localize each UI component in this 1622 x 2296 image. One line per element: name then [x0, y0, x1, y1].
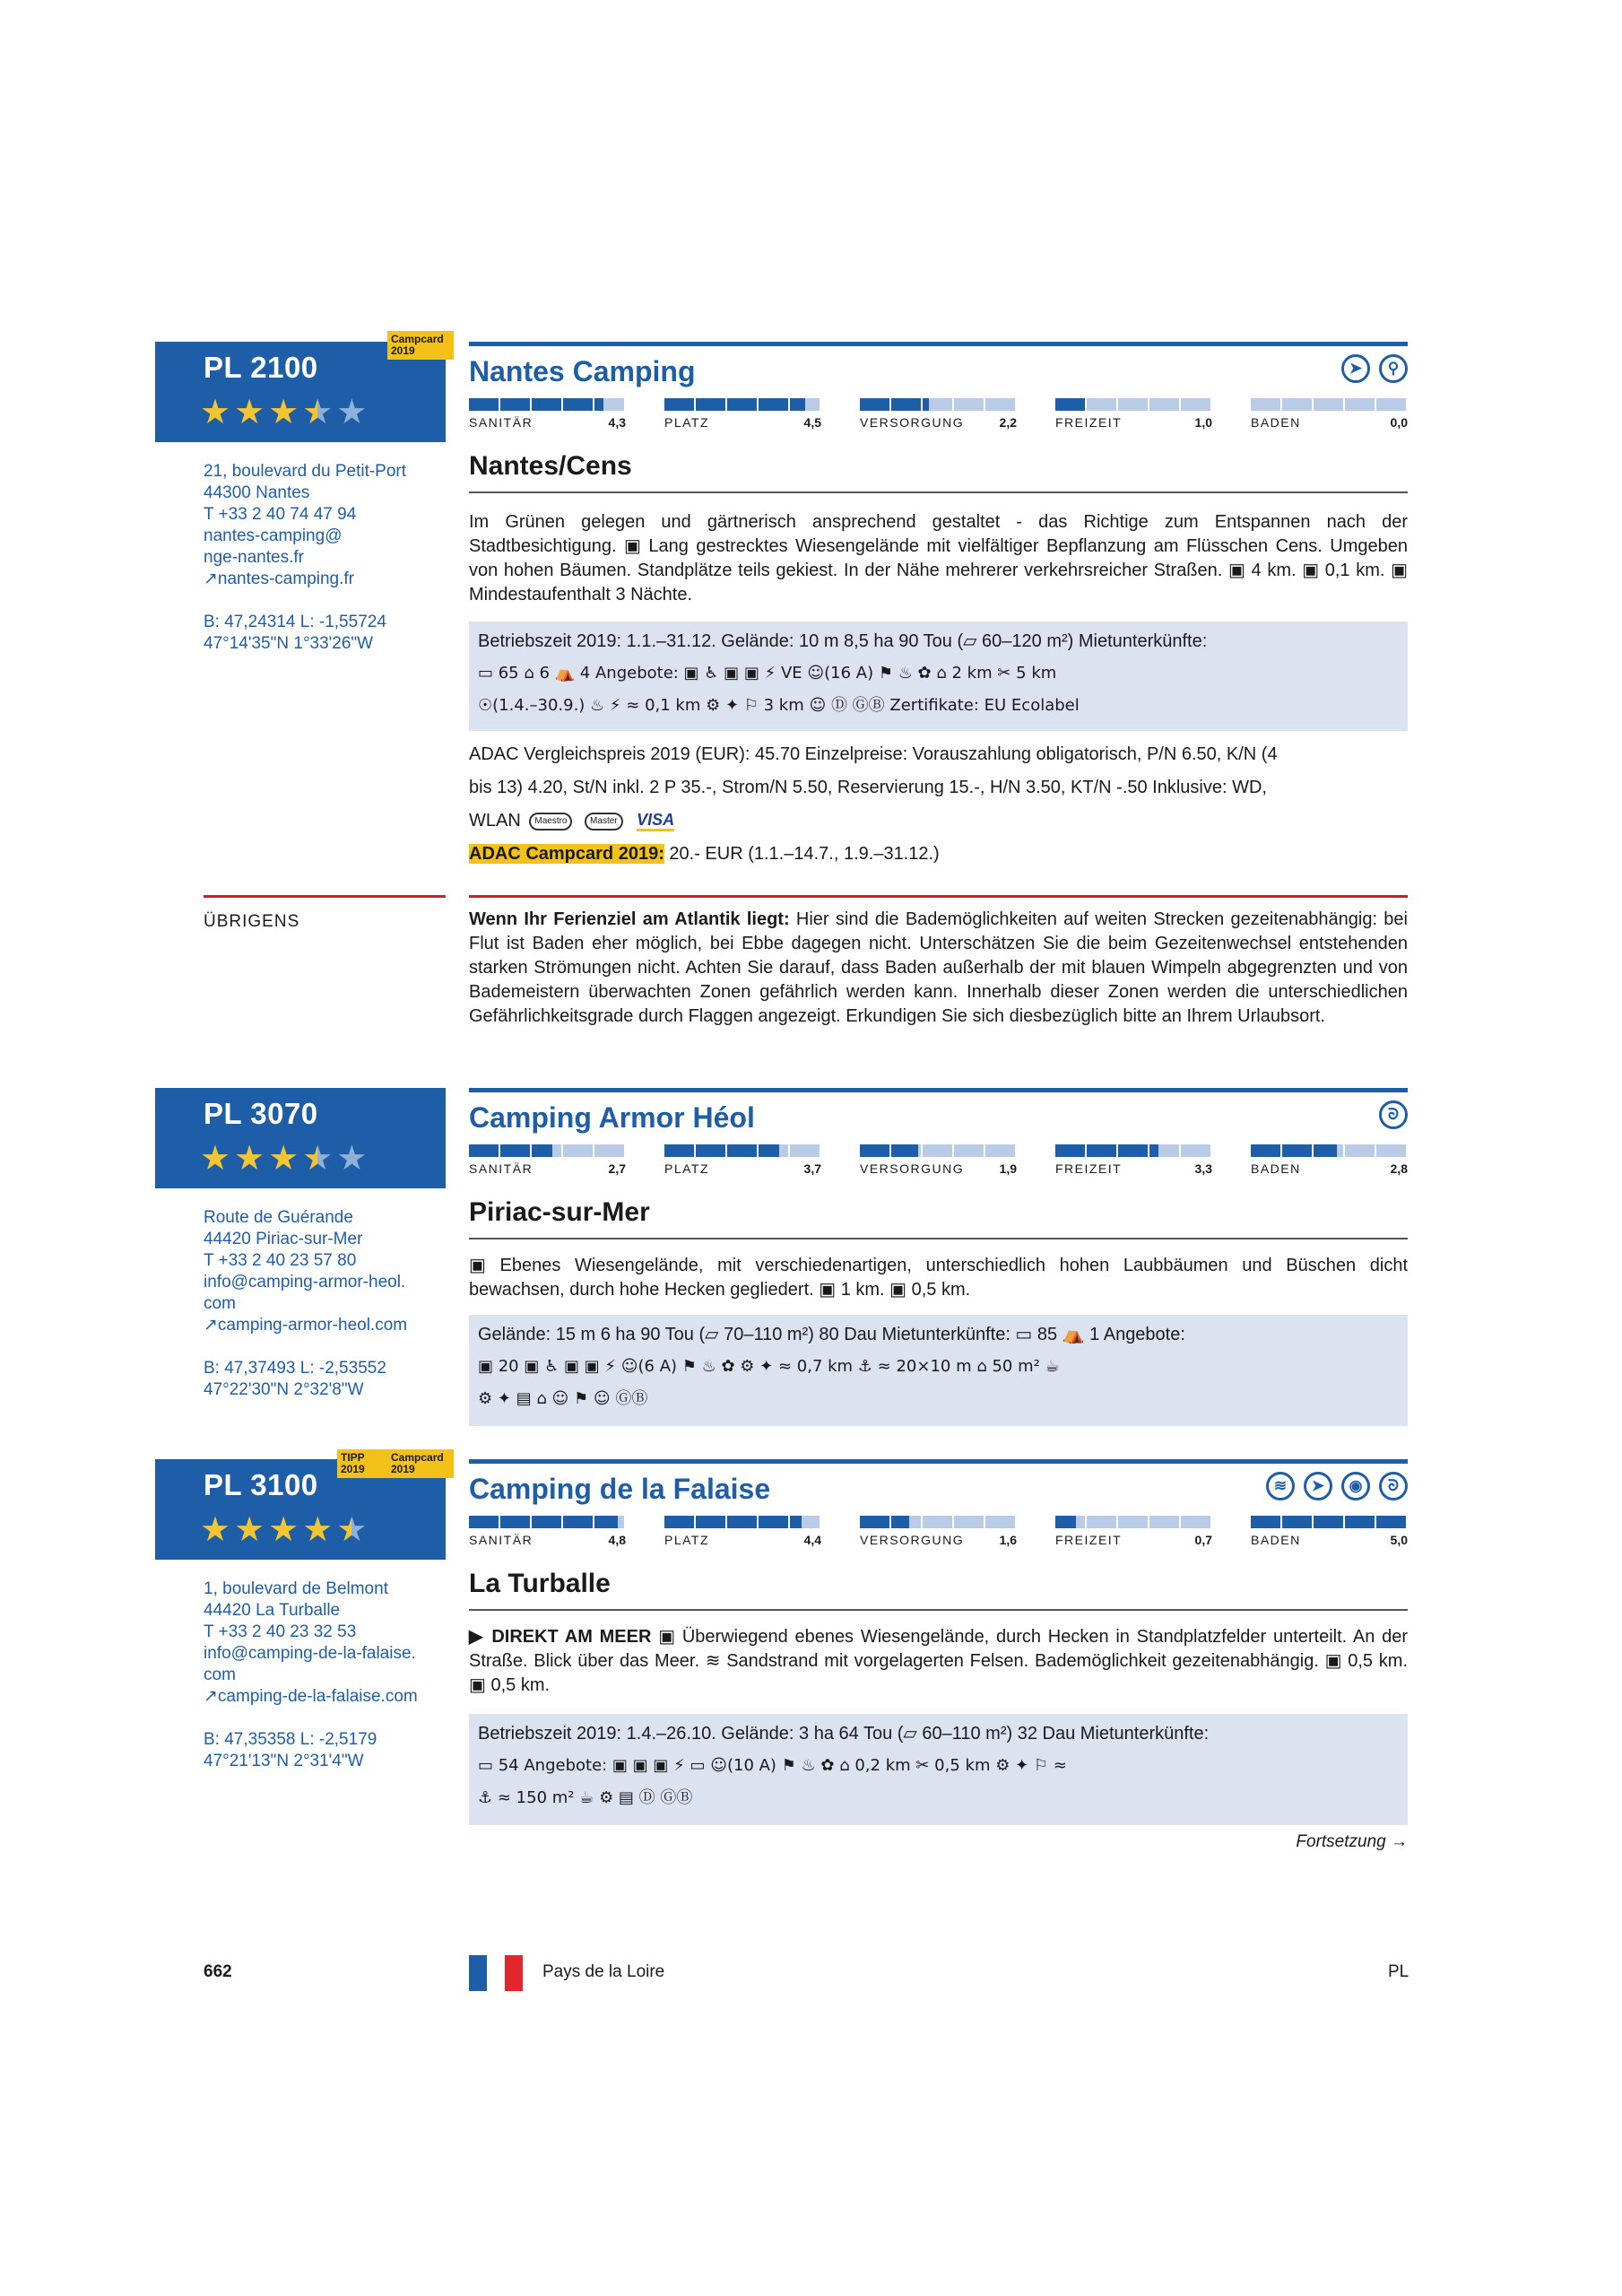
email-cont[interactable]: com: [204, 1665, 236, 1684]
rating-bar: [1055, 1144, 1212, 1157]
address-street: 1, boulevard de Belmont: [204, 1579, 388, 1598]
address-block: [204, 461, 446, 655]
rating-versorgung: VERSORGUNG 1,9: [860, 1144, 1017, 1176]
rating-platz: PLATZ 3,7: [664, 1144, 821, 1176]
rating-segment: [469, 398, 499, 411]
campcard-badge: Campcard 2019: [387, 1449, 454, 1478]
rating-segment: [469, 1516, 499, 1528]
ratings: [469, 398, 1408, 429]
rating-segment: [532, 1516, 561, 1528]
rating-segment: [1118, 398, 1148, 411]
rating-segment: [1149, 398, 1179, 411]
website-link[interactable]: ↗nantes-camping.fr: [204, 570, 354, 588]
rating-segment: [1282, 1144, 1312, 1157]
price-line: WLAN: [469, 811, 521, 831]
rating-bar: [1055, 1516, 1212, 1528]
coordinates-dms: 47°21'13"N 2°31'4"W: [204, 1752, 364, 1770]
rating-segment: [563, 398, 593, 411]
info-line: Betriebszeit 2019: 1.4.–26.10. Gelände: 3 ha 64 Tou (▱ 60–110 m²) 32 Dau Mietunterkünfte:: [478, 1724, 1210, 1744]
star-icon: ★: [268, 394, 299, 431]
entry-code: PL 3100: [204, 1468, 318, 1501]
address-block: [204, 1578, 446, 1772]
info-line: ▭ 54 Angebote: ▣ ▣ ▣ ⚡ ▭ ☺(10 A) ⚑ ♨ ✿ ⌂ 0,2 km ✂ 0,5 km ⚙ ✦ ⚐ ≈: [478, 1756, 1067, 1775]
price-line: bis 13) 4.20, St/N inkl. 2 P 35.-, Strom/N 5.50, Reservierung 15.-, H/N 3.50, KT/N -.50 Inklusive: WD,: [469, 778, 1267, 797]
rating-segment: [500, 1516, 530, 1528]
info-line: Gelände: 15 m 6 ha 90 Tou (▱ 70–110 m²) 80 Dau Mietunterkünfte: ▭ 85 ⛺ 1 Angebote:: [478, 1325, 1185, 1344]
rating-segment: [860, 1144, 889, 1157]
address-city: 44300 Nantes: [204, 483, 310, 502]
rating-segment: [954, 1144, 984, 1157]
rating-segment: [727, 398, 757, 411]
info-line: ☉(1.4.–30.9.) ♨ ⚡ ≈ 0,1 km ⚙ ✦ ⚐ 3 km ☺ Ⓓ ⒼⒷ Zertifikate: EU Ecolabel: [478, 696, 1080, 715]
rating-segment: [954, 398, 984, 411]
rating-bar: [860, 1516, 1017, 1528]
rating-bar: [860, 1144, 1017, 1157]
divider: [469, 895, 1408, 898]
ratings: [469, 1144, 1408, 1175]
address-street: Route de Guérande: [204, 1208, 353, 1227]
rating-segment: [790, 1516, 820, 1528]
rating-sanitaer: SANITÄR 2,7: [469, 1144, 626, 1176]
rating-segment: [923, 398, 952, 411]
rating-segment: [1087, 398, 1116, 411]
rating-segment: [563, 1516, 593, 1528]
rating-segment: [985, 398, 1015, 411]
rating-bar: [1055, 398, 1212, 411]
rating-freizeit: FREIZEIT 3,3: [1055, 1144, 1212, 1176]
info-box: [469, 622, 1408, 731]
code-box: [155, 1088, 446, 1188]
phone: T +33 2 40 23 57 80: [204, 1251, 357, 1270]
info-line: ⚓ ≈ 150 m² ☕ ⚙ ▤ Ⓓ ⒼⒷ: [478, 1788, 693, 1807]
rating-segment: [1149, 1144, 1179, 1157]
star-icon: ★: [302, 1511, 334, 1549]
rating-segment: [1345, 1144, 1375, 1157]
rating-segment: [759, 1516, 788, 1528]
star-icon: ★: [200, 1140, 231, 1178]
divider: [204, 895, 446, 898]
rating-segment: [790, 398, 820, 411]
rating-segment: [1282, 398, 1312, 411]
rating-segment: [1314, 398, 1343, 411]
rating-segment: [664, 398, 694, 411]
place-name: Piriac-sur-Mer: [469, 1197, 650, 1227]
rating-segment: [500, 1144, 530, 1157]
entry-code: PL 3070: [204, 1097, 318, 1130]
feature-icons: [1341, 354, 1408, 383]
rating-segment: [985, 1516, 1015, 1528]
rating-segment: [954, 1516, 984, 1528]
rating-baden: BADEN 2,8: [1251, 1144, 1408, 1176]
half-star-icon: ★: [302, 394, 334, 431]
compass-icon: ➤: [1341, 354, 1370, 383]
entry-body: [469, 1459, 1408, 1836]
coordinates-decimal: B: 47,37493 L: -2,53552: [204, 1359, 386, 1378]
price-block: [469, 738, 1408, 871]
rating-segment: [563, 1144, 593, 1157]
rating-segment: [891, 1516, 921, 1528]
rating-segment: [594, 398, 624, 411]
phone: T +33 2 40 23 32 53: [204, 1622, 357, 1641]
rating-segment: [891, 398, 921, 411]
rating-segment: [1345, 398, 1375, 411]
mastercard-logo: Master: [585, 813, 623, 831]
rating-segment: [1251, 398, 1280, 411]
rating-segment: [469, 1144, 499, 1157]
maestro-logo: Maestro: [529, 813, 572, 831]
rating-segment: [1376, 1516, 1406, 1528]
price-line: ADAC Vergleichspreis 2019 (EUR): 45.70 Einzelpreise: Vorauszahlung obligatorisch, P/N 6.50, K/N (4: [469, 744, 1278, 764]
star-rating: [200, 1142, 367, 1176]
rating-segment: [664, 1516, 694, 1528]
star-icon: ★: [200, 394, 231, 431]
lead-text: ▶ DIREKT AM MEER: [469, 1627, 652, 1647]
hearing-icon: ᘐ: [1379, 1472, 1408, 1500]
campsite-name: Camping de la Falaise: [469, 1473, 771, 1505]
rating-sanitaer: SANITÄR 4,8: [469, 1516, 626, 1547]
region-name: Pays de la Loire: [542, 1962, 665, 1981]
rating-segment: [1087, 1516, 1116, 1528]
hearing-icon: ᘐ: [1379, 1100, 1408, 1129]
star-icon: ★: [234, 394, 265, 431]
rating-segment: [1055, 1144, 1085, 1157]
rating-segment: [1251, 1144, 1280, 1157]
rating-segment: [594, 1144, 624, 1157]
rating-segment: [1376, 398, 1406, 411]
website-link[interactable]: ↗camping-armor-heol.com: [204, 1316, 408, 1335]
rating-bar: [1251, 398, 1408, 411]
address-city: 44420 La Turballe: [204, 1601, 341, 1620]
continuation-link[interactable]: Fortsetzung →: [1296, 1832, 1408, 1851]
rating-segment: [696, 1144, 725, 1157]
rating-bar: [1251, 1516, 1408, 1528]
coordinates-decimal: B: 47,35358 L: -2,5179: [204, 1730, 377, 1749]
rating-segment: [727, 1516, 757, 1528]
rating-segment: [985, 1144, 1015, 1157]
compass-icon: ➤: [1304, 1472, 1332, 1500]
rating-bar: [664, 1144, 821, 1157]
rating-segment: [1314, 1144, 1343, 1157]
empty-star-icon: ★: [336, 1140, 368, 1178]
rating-segment: [500, 398, 530, 411]
rating-segment: [1282, 1516, 1312, 1528]
address-city: 44420 Piriac-sur-Mer: [204, 1230, 363, 1248]
info-line: ▭ 65 ⌂ 6 ⛺ 4 Angebote: ▣ ♿ ▣ ▣ ⚡ VE ☺(16 A) ⚑ ♨ ✿ ⌂ 2 km ✂ 5 km: [478, 664, 1057, 683]
rating-segment: [532, 1144, 561, 1157]
entry-body: [469, 342, 1408, 862]
rating-platz: PLATZ 4,5: [664, 398, 821, 430]
entry-code: PL 2100: [204, 351, 318, 384]
feature-icons: [1266, 1472, 1408, 1500]
rating-segment: [1251, 1516, 1280, 1528]
address-street: 21, boulevard du Petit-Port: [204, 462, 407, 481]
visa-logo: VISA: [637, 811, 674, 831]
star-icon: ★: [200, 1511, 231, 1549]
rating-segment: [1118, 1516, 1148, 1528]
empty-star-icon: ★: [336, 394, 368, 431]
rating-segment: [594, 1516, 624, 1528]
rating-bar: [860, 398, 1017, 411]
rating-bar: [469, 398, 626, 411]
page-number: 662: [204, 1962, 232, 1981]
campcard-label: ADAC Campcard 2019:: [469, 844, 664, 864]
place-name: La Turballe: [469, 1569, 611, 1598]
rating-segment: [727, 1144, 757, 1157]
entry-body: [469, 1088, 1408, 1429]
email[interactable]: info@camping-de-la-falaise.: [204, 1644, 416, 1663]
campsite-name: Nantes Camping: [469, 355, 696, 387]
description: ▣ Ebenes Wiesengelände, mit verschiedenartigen, unterschiedlich hohen Laubbäumen und Büschen dicht bewachsen, durch hohe Hecken gegliedert. ▣ 1 km. ▣ 0,5 km.: [469, 1256, 1408, 1300]
rating-segment: [759, 398, 788, 411]
rating-segment: [860, 398, 889, 411]
rating-bar: [664, 1516, 821, 1528]
rating-segment: [1376, 1144, 1406, 1157]
place-name: Nantes/Cens: [469, 451, 632, 481]
campcard-text: 20.- EUR (1.1.–14.7., 1.9.–31.12.): [664, 844, 940, 864]
rating-segment: [532, 398, 561, 411]
rating-versorgung: VERSORGUNG 2,2: [860, 398, 1017, 430]
star-icon: ★: [234, 1511, 265, 1549]
phone: T +33 2 40 74 47 94: [204, 505, 357, 524]
coordinates-dms: 47°14'35"N 1°33'26"W: [204, 634, 374, 653]
info-line: Betriebszeit 2019: 1.1.–31.12. Gelände: 10 m 8,5 ha 90 Tou (▱ 60–120 m²) Mietunterkünfte:: [478, 631, 1208, 651]
feature-icons: [1379, 1100, 1408, 1129]
email-cont[interactable]: com: [204, 1294, 236, 1313]
rating-bar: [664, 398, 821, 411]
rating-segment: [1314, 1516, 1343, 1528]
rating-platz: PLATZ 4,4: [664, 1516, 821, 1547]
rating-baden: BADEN 0,0: [1251, 398, 1408, 430]
coordinates-decimal: B: 47,24314 L: -1,55724: [204, 613, 386, 631]
rating-segment: [1087, 1144, 1116, 1157]
rating-segment: [923, 1144, 952, 1157]
rating-segment: [1181, 1144, 1210, 1157]
rating-segment: [1055, 398, 1085, 411]
rating-segment: [1118, 1144, 1148, 1157]
info-line: ⚙ ✦ ▤ ⌂ ☺ ⚑ ☺ ⒼⒷ: [478, 1389, 648, 1408]
rating-freizeit: FREIZEIT 1,0: [1055, 398, 1212, 430]
eye-icon: ◉: [1341, 1472, 1370, 1500]
rating-segment: [1055, 1516, 1085, 1528]
rating-segment: [1181, 1516, 1210, 1528]
region-code: PL: [1388, 1962, 1409, 1981]
rating-segment: [696, 398, 725, 411]
email[interactable]: nantes-camping@: [204, 526, 343, 545]
rating-bar: [1251, 1144, 1408, 1157]
half-star-icon: ★: [302, 1140, 334, 1178]
rating-segment: [759, 1144, 788, 1157]
rating-freizeit: FREIZEIT 0,7: [1055, 1516, 1212, 1547]
rating-baden: BADEN 5,0: [1251, 1516, 1408, 1547]
rating-bar: [469, 1144, 626, 1157]
rating-segment: [860, 1516, 889, 1528]
rating-segment: [790, 1144, 820, 1157]
ubrigens-text: Wenn Ihr Ferienziel am Atlantik liegt: Hier sind die Bademöglichkeiten auf weiten Strecken gezeitenabhängig: bei Flut ist Baden eher möglich, bei Ebbe dagegen nicht. Unterschätzen Sie die beim Gezeitenwechsel entstehenden starken Strömungen nicht. Achten Sie darauf, dass Baden außerhalb der mit blauen Wimpeln abgegrenzten und von Bademeistern überwachten Zonen gefährlich werden kann. Innerhalb dieser Zonen werden die unterschiedlichen Gefährlichkeitsgrade durch Flaggen angezeigt. Erkundigen Sie sich diesbezüglich bitte an Ihrem Urlaubsort.: [469, 909, 1408, 1026]
info-line: ▣ 20 ▣ ♿ ▣ ▣ ⚡ ☺(6 A) ⚑ ♨ ✿ ⚙ ✦ ≈ 0,7 km ⚓ ≈ 20×10 m ⌂ 50 m² ☕: [478, 1357, 1060, 1376]
star-rating: [200, 396, 367, 430]
info-box: [469, 1315, 1408, 1426]
rating-sanitaer: SANITÄR 4,3: [469, 398, 626, 430]
hiking-icon: ⚲: [1379, 354, 1408, 383]
campsite-name: Camping Armor Héol: [469, 1101, 755, 1134]
rating-segment: [923, 1516, 952, 1528]
half-star-icon: ★: [336, 1511, 368, 1549]
star-icon: ★: [268, 1511, 299, 1549]
star-rating: [200, 1513, 367, 1547]
rating-segment: [696, 1516, 725, 1528]
email-cont[interactable]: nge-nantes.fr: [204, 548, 304, 567]
email[interactable]: info@camping-armor-heol.: [204, 1273, 406, 1292]
rating-segment: [1345, 1516, 1375, 1528]
water-icon: ≋: [1266, 1472, 1295, 1500]
ratings: [469, 1516, 1408, 1546]
rating-segment: [664, 1144, 694, 1157]
campcard-badge: Campcard 2019: [387, 331, 454, 360]
website-link[interactable]: ↗camping-de-la-falaise.com: [204, 1687, 418, 1706]
description: ▶ DIREKT AM MEER ▣ Überwiegend ebenes Wiesengelände, durch Hecken in Standplatzfelder unterteilt. An der Straße. Blick über das Meer. ≋ Sandstrand mit vorgelagerten Felsen. Bademöglichkeit gezeitenabhängig. ▣ 0,5 km. ▣ 0,5 km.: [469, 1627, 1408, 1695]
rating-bar: [469, 1516, 626, 1528]
description: Im Grünen gelegen und gärtnerisch ansprechend gestaltet - das Richtige zum Entspannen nach der Stadtbesichtigung. ▣ Lang gestrecktes Wiesengelände mit vielfältiger Bepflanzung am Flüsschen Cens. Umgeben von hohen Bäumen. Standplätze teils gekiest. In der Nähe mehrerer verkehrsreicher Straßen. ▣ 4 km. ▣ 0,1 km. ▣ Mindestaufenthalt 3 Nächte.: [469, 512, 1408, 604]
coordinates-dms: 47°22'30"N 2°32'8"W: [204, 1380, 364, 1399]
rating-versorgung: VERSORGUNG 1,6: [860, 1516, 1017, 1547]
french-flag-icon: [469, 1955, 523, 1991]
info-box: [469, 1714, 1408, 1825]
tipp-badge: TIPP 2019: [337, 1449, 387, 1478]
rating-segment: [1149, 1516, 1179, 1528]
rating-segment: [891, 1144, 921, 1157]
ubrigens-label: ÜBRIGENS: [204, 912, 300, 931]
star-icon: ★: [234, 1140, 265, 1178]
address-block: [204, 1207, 446, 1401]
rating-segment: [1181, 398, 1210, 411]
star-icon: ★: [268, 1140, 299, 1178]
